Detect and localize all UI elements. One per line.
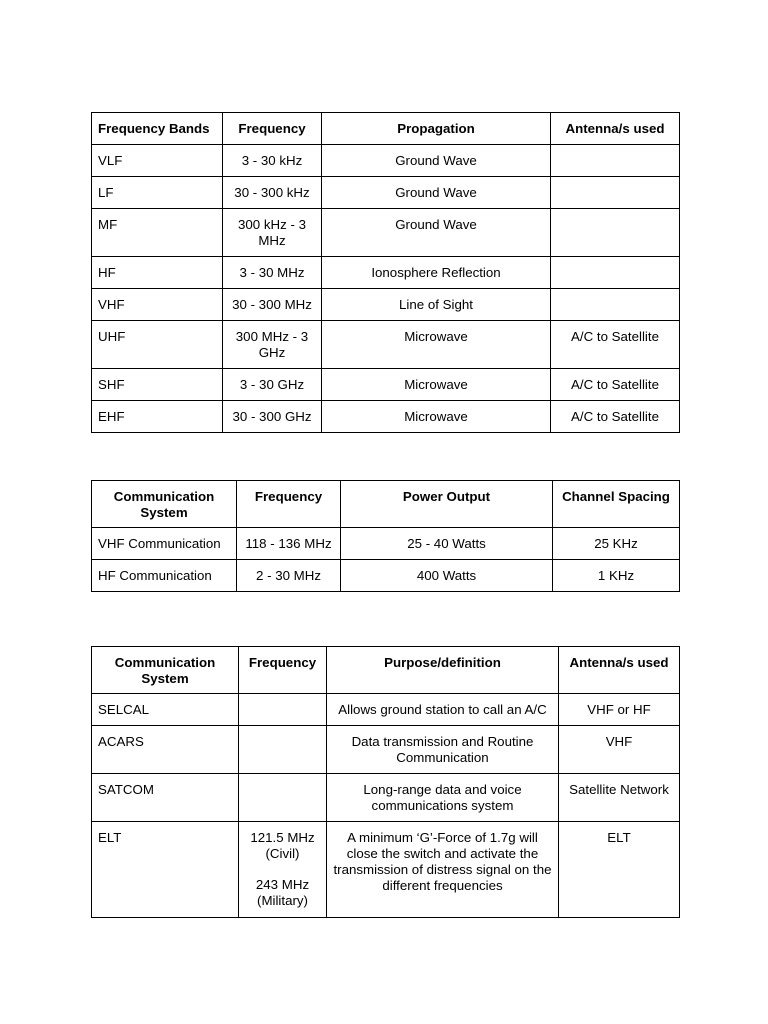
purpose-cell: Allows ground station to call an A/C (327, 694, 559, 726)
frequency-bands-table (91, 112, 680, 433)
table-row (92, 209, 680, 257)
antenna-cell (551, 257, 680, 289)
table-row (92, 774, 680, 822)
antenna-cell (551, 177, 680, 209)
table-row (92, 257, 680, 289)
frequency-line: 243 MHz (Military) (255, 877, 310, 908)
table-row (92, 822, 680, 918)
band-cell: VHF (92, 289, 223, 321)
table-row (92, 726, 680, 774)
table-row (92, 289, 680, 321)
band-cell: UHF (92, 321, 223, 369)
frequency-cell: 2 - 30 MHz (237, 560, 341, 592)
header-antenna: Antenna/s used (559, 647, 680, 694)
antenna-cell: VHF (559, 726, 680, 774)
frequency-cell: 30 - 300 GHz (223, 401, 322, 433)
purpose-cell: Long-range data and voice communications system (327, 774, 559, 822)
spacing-cell: 25 KHz (553, 528, 680, 560)
table-row (92, 401, 680, 433)
communication-purpose-table (91, 646, 680, 918)
spacing-cell: 1 KHz (553, 560, 680, 592)
system-cell: ELT (92, 822, 239, 918)
frequency-cell: 30 - 300 MHz (223, 289, 322, 321)
table-row (92, 694, 680, 726)
header-frequency: Frequency (239, 647, 327, 694)
system-cell: SATCOM (92, 774, 239, 822)
antenna-cell: A/C to Satellite (551, 369, 680, 401)
system-cell: SELCAL (92, 694, 239, 726)
table-row (92, 145, 680, 177)
propagation-cell: Microwave (322, 401, 551, 433)
propagation-cell: Ground Wave (322, 209, 551, 257)
antenna-cell: Satellite Network (559, 774, 680, 822)
propagation-cell: Line of Sight (322, 289, 551, 321)
antenna-cell (551, 289, 680, 321)
frequency-cell: 30 - 300 kHz (223, 177, 322, 209)
table-row (92, 369, 680, 401)
frequency-cell (239, 726, 327, 774)
band-cell: EHF (92, 401, 223, 433)
table-row (92, 560, 680, 592)
antenna-cell: ELT (559, 822, 680, 918)
table-header-row (92, 481, 680, 528)
table-row (92, 177, 680, 209)
header-channel-spacing: Channel Spacing (553, 481, 680, 528)
propagation-cell: Microwave (322, 321, 551, 369)
purpose-cell: A minimum ‘G’-Force of 1.7g will close the switch and activate the transmission of distress signal on the different frequencies (327, 822, 559, 918)
frequency-cell: 3 - 30 kHz (223, 145, 322, 177)
header-frequency-bands: Frequency Bands (92, 113, 223, 145)
table-header-row (92, 113, 680, 145)
propagation-cell: Ground Wave (322, 145, 551, 177)
frequency-cell (239, 774, 327, 822)
band-cell: SHF (92, 369, 223, 401)
band-cell: VLF (92, 145, 223, 177)
purpose-cell: Data transmission and Routine Communication (327, 726, 559, 774)
power-cell: 400 Watts (341, 560, 553, 592)
header-communication-system: Communication System (92, 481, 237, 528)
header-propagation: Propagation (322, 113, 551, 145)
table-header-row (92, 647, 680, 694)
antenna-cell (551, 209, 680, 257)
header-power-output: Power Output (341, 481, 553, 528)
frequency-cell (239, 822, 327, 918)
frequency-line: 121.5 MHz (Civil) (250, 830, 315, 861)
frequency-cell (239, 694, 327, 726)
antenna-cell: A/C to Satellite (551, 321, 680, 369)
antenna-cell: VHF or HF (559, 694, 680, 726)
system-cell: VHF Communication (92, 528, 237, 560)
propagation-cell: Ionosphere Reflection (322, 257, 551, 289)
table-row (92, 321, 680, 369)
system-cell: HF Communication (92, 560, 237, 592)
header-frequency: Frequency (237, 481, 341, 528)
antenna-cell (551, 145, 680, 177)
header-frequency: Frequency (223, 113, 322, 145)
header-antenna: Antenna/s used (551, 113, 680, 145)
frequency-cell: 118 - 136 MHz (237, 528, 341, 560)
propagation-cell: Microwave (322, 369, 551, 401)
frequency-cell: 3 - 30 GHz (223, 369, 322, 401)
system-cell: ACARS (92, 726, 239, 774)
antenna-cell: A/C to Satellite (551, 401, 680, 433)
band-cell: LF (92, 177, 223, 209)
band-cell: MF (92, 209, 223, 257)
propagation-cell: Ground Wave (322, 177, 551, 209)
frequency-cell: 300 MHz - 3 GHz (223, 321, 322, 369)
header-communication-system: Communication System (92, 647, 239, 694)
table-row (92, 528, 680, 560)
frequency-cell: 300 kHz - 3 MHz (223, 209, 322, 257)
communication-power-table (91, 480, 680, 592)
header-purpose: Purpose/definition (327, 647, 559, 694)
band-cell: HF (92, 257, 223, 289)
power-cell: 25 - 40 Watts (341, 528, 553, 560)
frequency-cell: 3 - 30 MHz (223, 257, 322, 289)
